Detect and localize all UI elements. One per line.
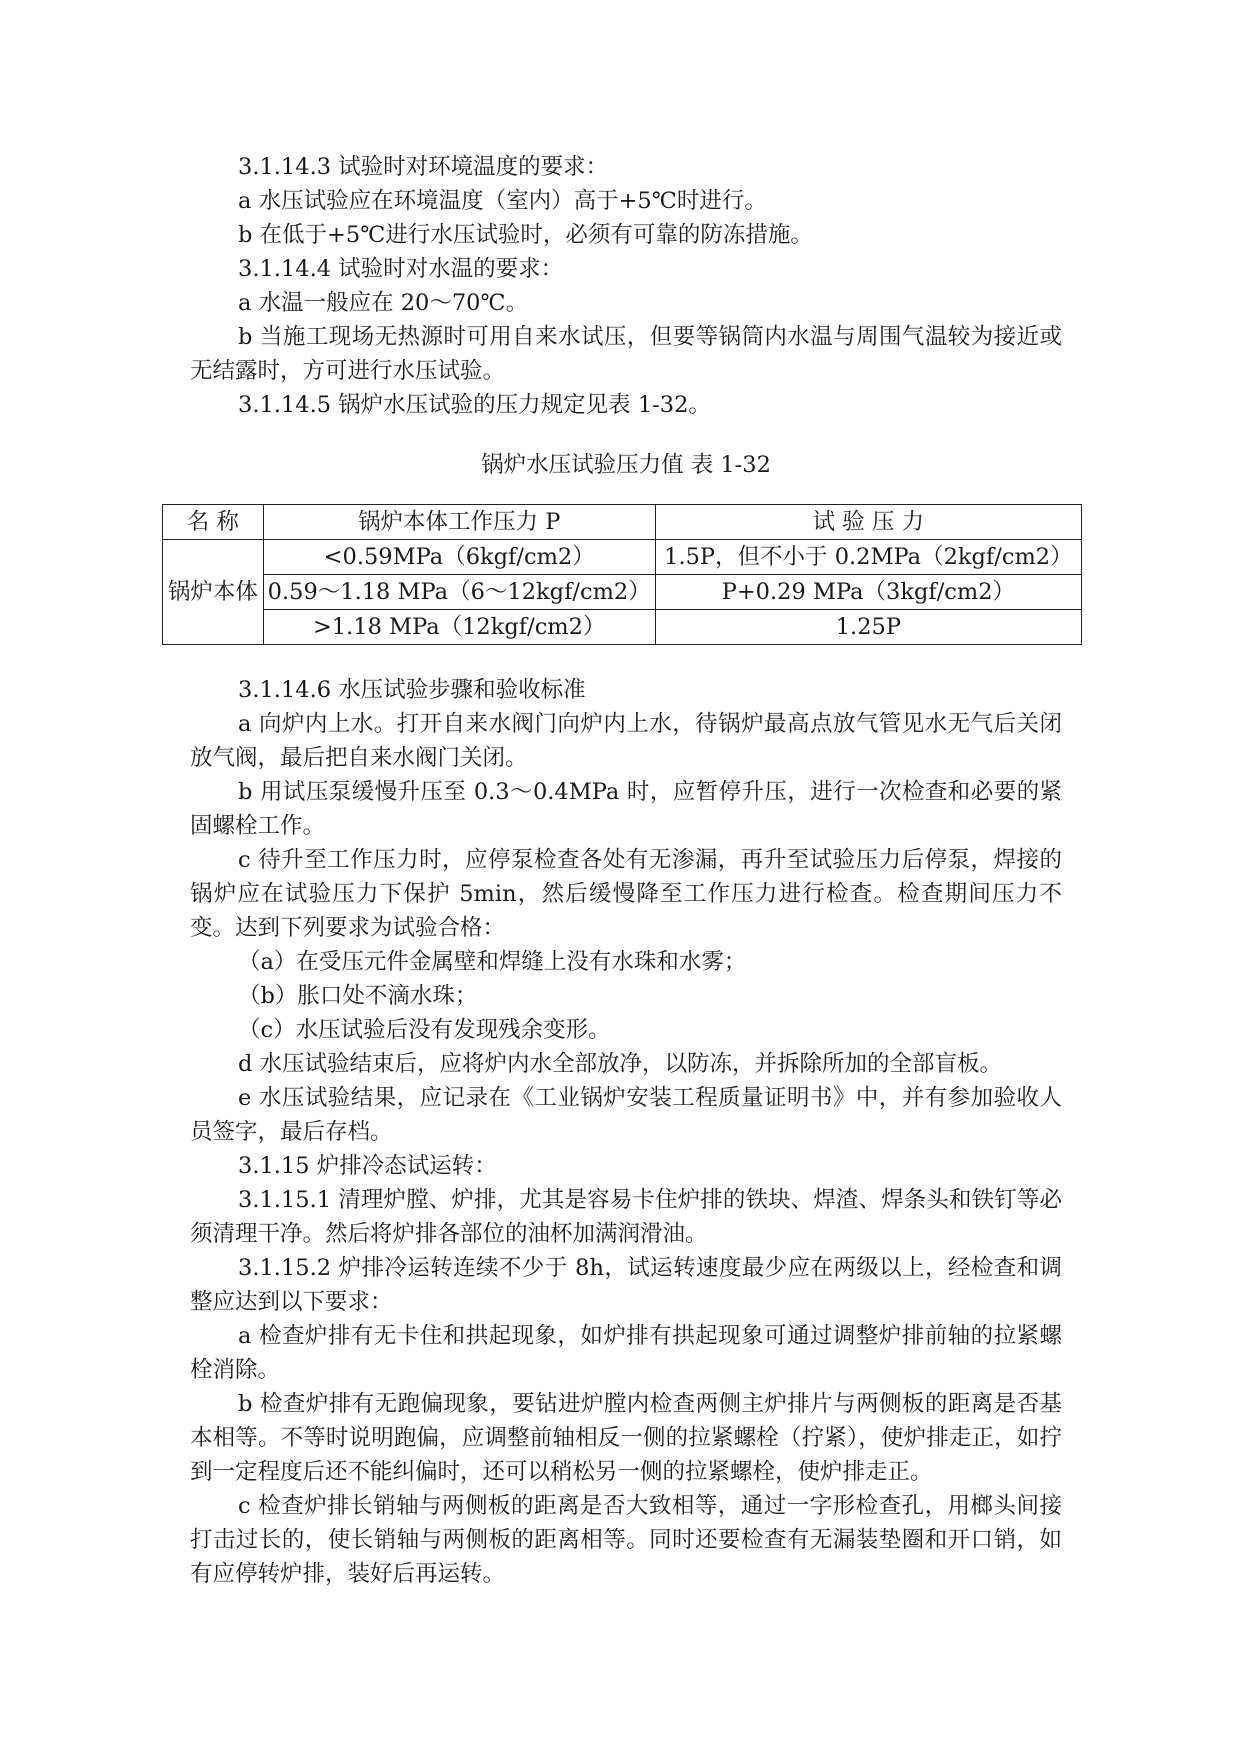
- paragraph: e 水压试验结果，应记录在《工业锅炉安装工程质量证明书》中，并有参加验收人员签字，最后存档。: [190, 1085, 1062, 1145]
- table-row: [163, 575, 1082, 610]
- paragraph: 3.1.15.1 清理炉膛、炉排，尤其是容易卡住炉排的铁块、焊渣、焊条头和铁钉等必须清理干净。然后将炉排各部位的油杯加满润滑油。: [190, 1187, 1062, 1247]
- paragraph: a 向炉内上水。打开自来水阀门向炉内上水，待锅炉最高点放气管见水无气后关闭放气阀，最后把自来水阀门关闭。: [190, 711, 1062, 771]
- table-row: [163, 610, 1082, 645]
- table-header-cell: 试 验 压 力: [655, 505, 1081, 540]
- paragraph: d 水压试验结束后，应将炉内水全部放净，以防冻，并拆除所加的全部盲板。: [238, 1051, 1003, 1077]
- table-header-cell: 锅炉本体工作压力 P: [263, 505, 655, 540]
- section-heading-3-1-14-6: 3.1.14.6 水压试验步骤和验收标准: [238, 677, 586, 703]
- paragraph: 3.1.15.2 炉排冷运转连续不少于 8h，试运转速度最少应在两级以上，经检查和调整应达到以下要求：: [190, 1255, 1062, 1315]
- section-heading-3-1-14-4: 3.1.14.4 试验时对水温的要求：: [238, 256, 564, 282]
- table-caption: 锅炉水压试验压力值 表 1-32: [481, 452, 771, 478]
- table-row-label: 锅炉本体: [163, 540, 264, 645]
- table-cell-test: 1.5P，但不小于 0.2MPa（2kgf/cm2）: [655, 540, 1081, 575]
- table-header-row: [163, 505, 1082, 540]
- table-cell-test: P+0.29 MPa（3kgf/cm2）: [655, 575, 1081, 610]
- table-header-cell: 名 称: [163, 505, 264, 540]
- list-item: （c）水压试验后没有发现残余变形。: [238, 1017, 611, 1043]
- table-cell-pressure: 0.59～1.18 MPa（6～12kgf/cm2）: [263, 575, 655, 610]
- table-cell-pressure: <0.59MPa（6kgf/cm2）: [263, 540, 655, 575]
- paragraph: b 用试压泵缓慢升压至 0.3～0.4MPa 时，应暂停升压，进行一次检查和必要的紧固螺栓工作。: [190, 779, 1062, 839]
- paragraph: c 待升至工作压力时，应停泵检查各处有无渗漏，再升至试验压力后停泵，焊接的锅炉应在试验压力下保护 5min，然后缓慢降至工作压力进行检查。检查期间压力不变。达到下列要求为试验合格：: [190, 847, 1062, 941]
- table-cell-test: 1.25P: [655, 610, 1081, 645]
- paragraph: b 检查炉排有无跑偏现象，要钻进炉膛内检查两侧主炉排片与两侧板的距离是否基本相等。不等时说明跑偏，应调整前轴相反一侧的拉紧螺栓（拧紧），使炉排走正，如拧到一定程度后还不能纠偏时，还可以稍松另一侧的拉紧螺栓，使炉排走正。: [190, 1391, 1062, 1485]
- paragraph: a 检查炉排有无卡住和拱起现象，如炉排有拱起现象可通过调整炉排前轴的拉紧螺栓消除。: [190, 1323, 1062, 1383]
- paragraph: b 在低于+5℃进行水压试验时，必须有可靠的防冻措施。: [238, 222, 813, 248]
- table-row: [163, 540, 1082, 575]
- paragraph: b 当施工现场无热源时可用自来水试压，但要等锅筒内水温与周围气温较为接近或无结露时，方可进行水压试验。: [190, 324, 1062, 384]
- section-heading-3-1-15: 3.1.15 炉排冷态试运转：: [238, 1153, 497, 1179]
- paragraph: c 检查炉排长销轴与两侧板的距离是否大致相等，通过一字形检查孔，用榔头间接打击过长的，使长销轴与两侧板的距离相等。同时还要检查有无漏装垫圈和开口销，如有应停转炉排，装好后再运转。: [190, 1493, 1062, 1587]
- pressure-table: [162, 504, 1082, 645]
- section-heading-3-1-14-3: 3.1.14.3 试验时对环境温度的要求：: [238, 154, 609, 180]
- section-heading-3-1-14-5: 3.1.14.5 锅炉水压试验的压力规定见表 1-32。: [238, 392, 711, 418]
- document-body: [167, 150, 1073, 1591]
- table-cell-pressure: >1.18 MPa（12kgf/cm2）: [263, 610, 655, 645]
- paragraph: a 水温一般应在 20～70℃。: [238, 290, 529, 316]
- list-item: （a）在受压元件金属壁和焊缝上没有水珠和水雾；: [238, 949, 747, 975]
- list-item: （b）胀口处不滴水珠；: [238, 983, 478, 1009]
- paragraph: a 水压试验应在环境温度（室内）高于+5℃时进行。: [238, 188, 767, 214]
